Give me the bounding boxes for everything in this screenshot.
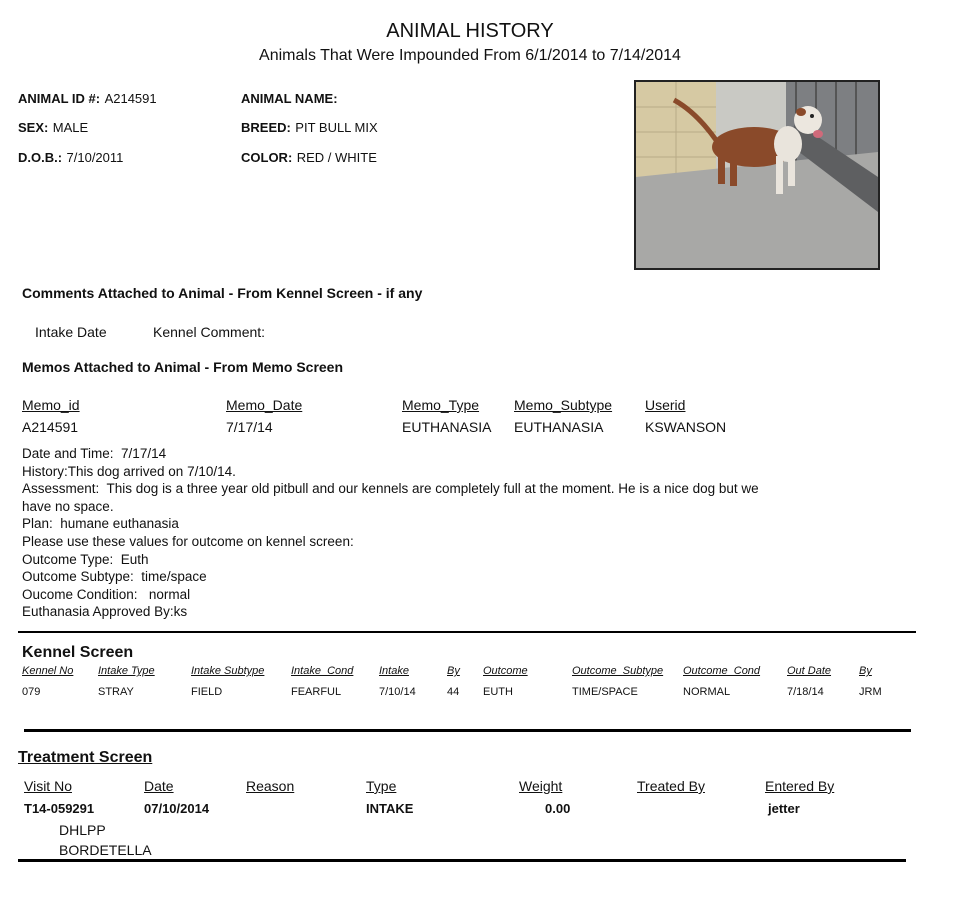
kennel-cell-intake-subtype: FIELD — [191, 686, 223, 698]
kennel-col-intake-type: Intake Type — [98, 665, 155, 677]
treatment-cell-visit-no: T14-059291 — [24, 801, 95, 816]
treatment-col-date: Date — [144, 778, 174, 794]
treatment-cell-type: INTAKE — [366, 801, 414, 816]
memo-line: Outcome Type: Euth — [22, 551, 149, 567]
page-subtitle: Animals That Were Impounded From 6/1/2014 to 7/14/2014 — [259, 47, 681, 64]
memo-cell-userid: KSWANSON — [645, 419, 727, 435]
kennel-col-out-date: Out Date — [787, 665, 832, 677]
animal-id-field — [18, 90, 157, 108]
kennel-col-intake: Intake — [379, 665, 409, 677]
memo-col-memo-date: Memo_Date — [226, 397, 303, 413]
comments-heading: Comments Attached to Animal - From Kennel Screen - if any — [22, 285, 423, 301]
bottom-divider — [18, 859, 906, 862]
color-value: RED / WHITE — [296, 150, 377, 165]
memo-cell-memo-type: EUTHANASIA — [402, 419, 492, 435]
kennel-comment-label: Kennel Comment: — [153, 324, 266, 340]
sex-value: MALE — [52, 120, 89, 135]
treatment-cell-weight: 0.00 — [545, 801, 571, 816]
animal-name-label: ANIMAL NAME: — [241, 91, 338, 106]
dob-value: 7/10/2011 — [66, 150, 124, 165]
memo-line: Euthanasia Approved By:ks — [22, 604, 188, 620]
treatment-col-visit-no: Visit No — [24, 778, 72, 794]
memo-line: Plan: humane euthanasia — [22, 516, 179, 532]
memo-line: Please use these values for outcome on kennel screen: — [22, 533, 354, 549]
kennel-cell-intake-type: STRAY — [98, 686, 134, 698]
treatment-col-weight: Weight — [519, 778, 563, 794]
kennel-cell-intake: 7/10/14 — [379, 686, 416, 698]
animal-id-value: A214591 — [104, 91, 157, 106]
kennel-cell-outcome: EUTH — [483, 686, 513, 698]
kennel-heading: Kennel Screen — [22, 644, 134, 661]
memo-col-userid: Userid — [645, 397, 686, 413]
treatment-divider — [24, 729, 911, 732]
treatment-cell-date: 07/10/2014 — [144, 801, 210, 816]
animal-photo — [634, 80, 880, 270]
kennel-cell-intake-cond: FEARFUL — [291, 686, 342, 698]
kennel-col-out-by: By — [859, 665, 872, 677]
memo-cell-memo-id: A214591 — [22, 419, 79, 435]
kennel-divider — [18, 631, 916, 633]
page-title: ANIMAL HISTORY — [386, 20, 554, 42]
memo-cell-memo-subtype: EUTHANASIA — [514, 419, 604, 435]
treatment-col-type: Type — [366, 778, 397, 794]
dog-photo-image — [636, 82, 878, 268]
memo-cell-memo-date: 7/17/14 — [226, 419, 273, 435]
color-field — [241, 149, 377, 167]
breed-value: PIT BULL MIX — [295, 120, 378, 135]
kennel-col-intake-cond: Intake_Cond — [291, 665, 354, 677]
animal-id-label: ANIMAL ID #: — [18, 91, 101, 106]
memo-line: Date and Time: 7/17/14 — [22, 446, 167, 461]
dob-field — [18, 149, 123, 167]
animal-name-field — [241, 90, 338, 108]
treatment-item: DHLPP — [59, 822, 106, 838]
dob-label: D.O.B.: — [18, 150, 63, 165]
sex-field — [18, 119, 88, 137]
treatment-col-treated-by: Treated By — [637, 778, 705, 794]
kennel-cell-outcome-cond: NORMAL — [683, 686, 731, 698]
treatment-col-reason: Reason — [246, 778, 295, 794]
memo-line: Assessment: This dog is a three year old pitbull and our kennels are completely full at the moment. He is a nice dog but we — [22, 481, 759, 497]
memo-line: History:This dog arrived on 7/10/14. — [22, 463, 236, 479]
treatment-item: BORDETELLA — [59, 842, 152, 858]
kennel-col-outcome: Outcome — [483, 665, 528, 677]
treatment-heading: Treatment Screen — [18, 749, 153, 766]
treatment-col-entered-by: Entered By — [765, 778, 835, 794]
memo-line: Oucome Condition: normal — [22, 586, 191, 602]
memos-heading: Memos Attached to Animal - From Memo Screen — [22, 359, 344, 375]
kennel-cell-by: 44 — [447, 686, 460, 698]
memo-col-memo-id: Memo_id — [22, 397, 80, 413]
color-label: COLOR: — [241, 150, 293, 165]
kennel-cell-out-date: 7/18/14 — [787, 686, 824, 698]
memo-line: have no space. — [22, 498, 114, 514]
memo-line: Outcome Subtype: time/space — [22, 569, 207, 585]
kennel-col-outcome-subtype: Outcome_Subtype — [572, 665, 664, 677]
breed-label: BREED: — [241, 120, 291, 135]
kennel-cell-kennel-no: 079 — [22, 686, 41, 698]
kennel-cell-out-by: JRM — [859, 686, 882, 698]
kennel-cell-outcome-subtype: TIME/SPACE — [572, 686, 638, 698]
memo-col-memo-type: Memo_Type — [402, 397, 480, 413]
breed-field — [241, 119, 378, 137]
kennel-col-intake-subtype: Intake Subtype — [191, 665, 265, 677]
memo-body — [22, 445, 812, 621]
memo-col-memo-subtype: Memo_Subtype — [514, 397, 613, 413]
treatment-cell-entered-by: jetter — [768, 801, 800, 816]
intake-date-label: Intake Date — [35, 324, 107, 340]
kennel-col-outcome-cond: Outcome_Cond — [683, 665, 761, 677]
kennel-col-by: By — [447, 665, 460, 677]
kennel-col-kennel-no: Kennel No — [22, 665, 74, 677]
sex-label: SEX: — [18, 120, 49, 135]
